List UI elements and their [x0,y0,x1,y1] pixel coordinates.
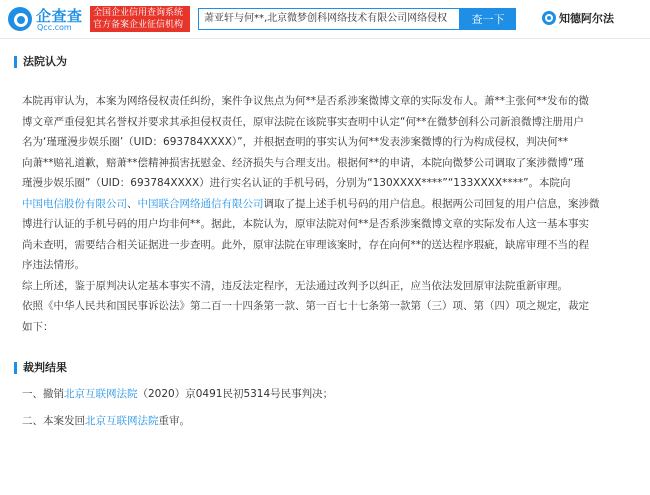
text-line: 依照《中华人民共和国民事诉讼法》第二百一十四条第一款、第一百七十七条第一款第（三）项、第（四）项之规定，裁定 [22,300,589,312]
logo-domain: Qcc.com [37,23,72,32]
logo-name: 企查查 [36,7,83,25]
legal-basis-paragraph [22,296,640,337]
section-marker [14,56,17,68]
text-line: 名为‘瑾瑾漫步娱乐圈’（UID：693784XXXX）”，并根据查明的事实认为何**发表涉案微博的行为构成侵权，判决何** [22,136,569,148]
result-item-1 [22,384,640,405]
company-link-china-telecom[interactable]: 中国电信股份有限公司 [22,197,127,210]
text-line: 如下： [22,320,54,333]
text-line [22,194,640,215]
badge-line-2: 官方备案企业征信机构 [93,20,184,30]
company-link-china-unicom[interactable]: 中国联合网络通信有限公司 [137,197,264,210]
qcc-logo[interactable] [8,5,88,33]
search-button[interactable]: 查一下 [460,8,516,30]
text-line: 博文章严重侵犯其名誉权并要求其承担侵权责任，原审法院在该院事实查明中认定“何**在微梦创科公司新浪微博注册用户 [22,115,584,128]
section-title-text: 法院认为 [23,55,67,68]
text-fragment: 调取了提上述手机号码的用户信息。根据两公司回复的用户信息，案涉微 [263,197,600,210]
badge-line-1: 全国企业信用查询系统 [93,8,184,18]
result-item-2 [22,411,640,432]
text-fragment: 、 [127,197,138,210]
section-title-court-opinion [14,52,640,72]
text-line: 向萧**赔礼道歉，赔萧**偿精神损害抚慰金、经济损失与合理支出。根据何**的申请，本院向微梦公司调取了案涉微博“瑾 [22,156,584,169]
text-fragment: （2020）京0491民初5314号民事判决； [137,388,334,400]
search-input[interactable]: 萧亚轩与何**,北京微梦创科网络技术有限公司网络侵权 [198,8,460,30]
section-title-judgment-result [14,358,640,378]
text-fragment: 二、本案发回 [22,414,85,427]
judgment-content [22,52,640,431]
text-line: 本院再审认为，本案为网络侵权责任纠纷，案件争议焦点为何**是否系涉案微博文章的实际发布人。萧**主张何**发布的微 [22,95,589,107]
court-link-beijing-internet[interactable]: 北京互联网法院 [64,388,138,400]
text-line: 序违法情形。 [22,259,85,271]
text-line: 博进行认证的手机号码的用户均非何**。据此，本院认为，原审法院对何**是否系涉案微博文章的实际发布人这一基本事实 [22,218,589,230]
summary-paragraph: 综上所述，鉴于原判决认定基本事实不清，违反法定程序，无法通过改判予以纠正，应当依法发回原审法院重新审理。 [22,279,568,292]
text-line: 尚未查明，需要结合相关证据进一步查明。此外，原审法院在审理该案时，存在向何**的送达程序瑕疵，缺席审理不当的程 [22,238,589,251]
opinion-paragraph [22,91,640,276]
text-line: 瑾漫步娱乐圈”（UID：693784XXXX）进行实名认证的手机号码，分别为“130XXXX****”“133XXXX****”。本院向 [22,177,571,189]
text-fragment: 重审。 [158,414,190,427]
qcc-logo-icon [8,7,32,31]
top-bar [0,0,650,39]
text-fragment: 一、撤销 [22,388,64,400]
section-title-text: 裁判结果 [23,361,67,374]
zhifa-icon [542,11,556,25]
zhifa-link[interactable] [542,10,614,28]
court-link-beijing-internet[interactable]: 北京互联网法院 [85,414,159,427]
zhifa-label: 知德阿尔法 [559,12,614,25]
official-badge [90,6,190,32]
section-marker [14,362,17,374]
